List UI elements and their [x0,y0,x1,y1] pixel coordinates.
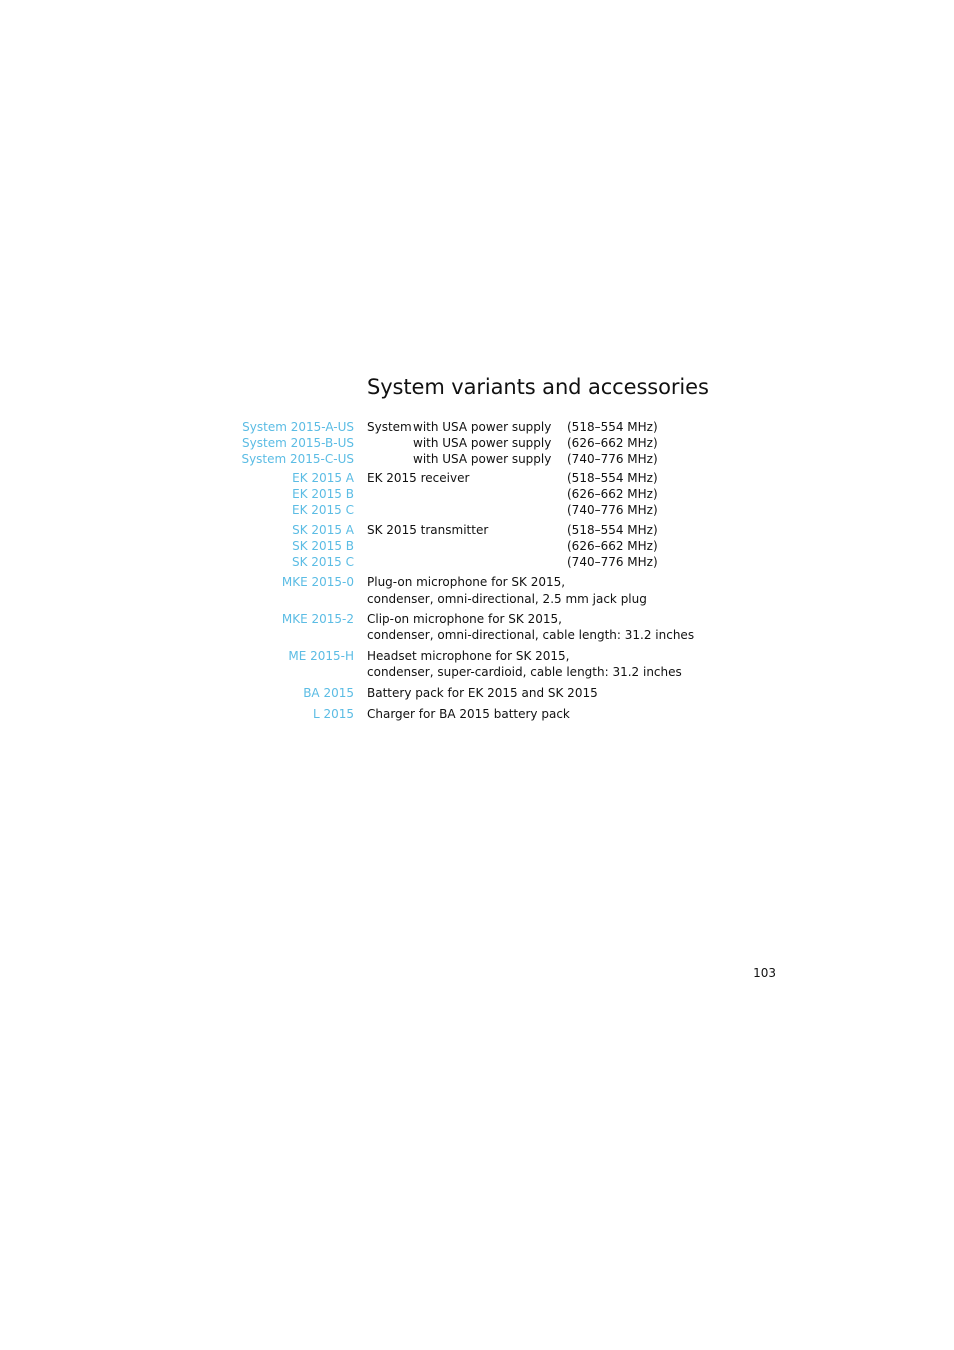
item-code: EK 2015 A [292,471,354,485]
item-power-supply: with USA power supply [413,436,552,450]
item-frequency: (740–776 MHz) [567,503,658,517]
item-code: SK 2015 C [291,555,354,569]
item-code: L 2015 [312,707,354,721]
item-frequency: (518–554 MHz) [567,523,658,537]
item-frequency: (740–776 MHz) [567,452,658,466]
item-code: System 2015-A-US [242,420,354,434]
item-description: condenser, omni-directional, 2.5 mm jack plug [367,592,647,606]
item-code: System 2015-B-US [242,436,354,450]
item-frequency: (518–554 MHz) [567,420,658,434]
item-description: Plug-on microphone for SK 2015, [367,575,566,589]
item-description: Battery pack for EK 2015 and SK 2015 [367,686,598,700]
item-frequency: (518–554 MHz) [567,471,658,485]
item-code: MKE 2015-0 [281,575,354,589]
item-power-supply: with USA power supply [413,452,552,466]
item-description: Headset microphone for SK 2015, [367,649,570,663]
page-title: System variants and accessories [367,375,709,399]
item-frequency: (740–776 MHz) [567,555,658,569]
item-frequency: (626–662 MHz) [567,436,658,450]
item-description: Clip-on microphone for SK 2015, [367,612,562,626]
item-code: ME 2015-H [288,649,354,663]
item-description: SK 2015 transmitter [367,523,489,537]
item-code: SK 2015 B [292,539,354,553]
item-code: System 2015-C-US [241,452,354,466]
item-frequency: (626–662 MHz) [567,539,658,553]
page-number: 103 [753,966,776,980]
item-code: BA 2015 [303,686,354,700]
item-description: System [367,420,412,434]
item-code: EK 2015 B [292,487,354,501]
item-description: condenser, super-cardioid, cable length: 31.2 inches [367,665,682,679]
item-code: SK 2015 A [292,523,354,537]
item-code: EK 2015 C [292,503,354,517]
item-description: condenser, omni-directional, cable length: 31.2 inches [367,628,695,642]
item-power-supply: with USA power supply [413,420,552,434]
item-description: EK 2015 receiver [367,471,470,485]
item-frequency: (626–662 MHz) [567,487,658,501]
item-code: MKE 2015-2 [281,612,354,626]
item-description: Charger for BA 2015 battery pack [367,707,570,721]
